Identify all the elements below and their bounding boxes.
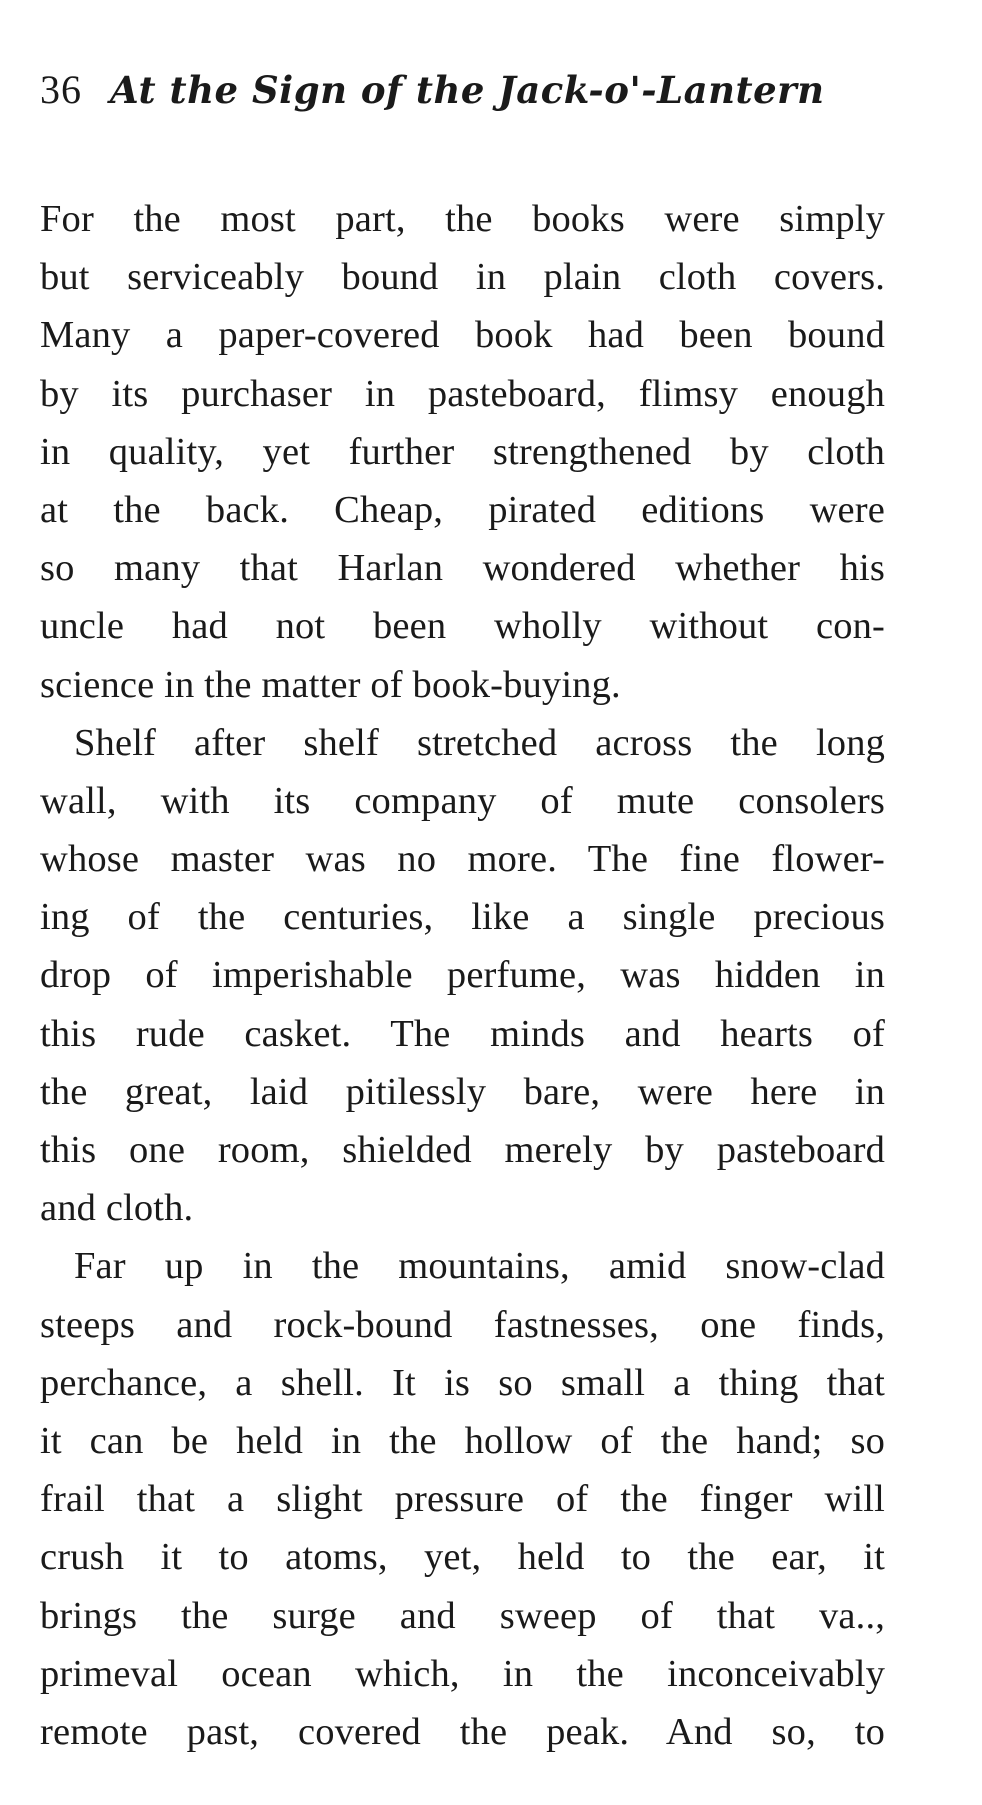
- text-line: ing of the centuries, like a single precious: [40, 896, 885, 939]
- text-line: whose master was no more. The fine flower-: [40, 838, 885, 881]
- text-line: this rude casket. The minds and hearts of: [40, 1012, 885, 1055]
- text-line: primeval ocean which, in the inconceivably: [40, 1652, 885, 1695]
- text-line: remote past, covered the peak. And so, to: [40, 1710, 885, 1753]
- text-line: crush it to atoms, yet, held to the ear, it: [40, 1536, 885, 1579]
- text-line: Far up in the mountains, amid snow-clad: [74, 1245, 885, 1288]
- text-line: brings the surge and sweep of that va..,: [40, 1594, 885, 1637]
- running-title: At the Sign of the Jack-o'-Lantern: [110, 68, 825, 112]
- text-line: frail that a slight pressure of the finger will: [40, 1478, 885, 1521]
- text-line: and cloth.: [40, 1187, 194, 1230]
- page-number: 36: [40, 67, 82, 112]
- text-line: but serviceably bound in plain cloth covers.: [40, 256, 885, 299]
- body-text: [40, 190, 885, 1761]
- paragraph: [40, 1237, 885, 1761]
- text-line: uncle had not been wholly without con-: [40, 605, 885, 648]
- paragraph: [40, 714, 885, 1238]
- text-line: Shelf after shelf stretched across the long: [74, 721, 885, 764]
- paragraph: [40, 190, 885, 714]
- text-line: the great, laid pitilessly bare, were here in: [40, 1070, 885, 1113]
- text-line: by its purchaser in pasteboard, flimsy enough: [40, 372, 885, 415]
- text-line: science in the matter of book-buying.: [40, 663, 621, 706]
- text-line: in quality, yet further strengthened by cloth: [40, 430, 885, 473]
- text-line: steeps and rock-bound fastnesses, one finds,: [40, 1303, 885, 1346]
- running-head: [40, 66, 920, 126]
- text-line: this one room, shielded merely by pasteboard: [40, 1129, 885, 1171]
- text-line: perchance, a shell. It is so small a thing that: [40, 1361, 885, 1404]
- text-line: it can be held in the hollow of the hand; so: [40, 1419, 885, 1462]
- text-line: wall, with its company of mute consolers: [40, 779, 885, 822]
- text-line: at the back. Cheap, pirated editions were: [40, 488, 885, 531]
- text-line: drop of imperishable perfume, was hidden in: [40, 954, 885, 997]
- text-line: Many a paper-covered book had been bound: [40, 314, 885, 357]
- text-line: For the most part, the books were simply: [40, 198, 885, 240]
- text-line: so many that Harlan wondered whether his: [40, 547, 885, 590]
